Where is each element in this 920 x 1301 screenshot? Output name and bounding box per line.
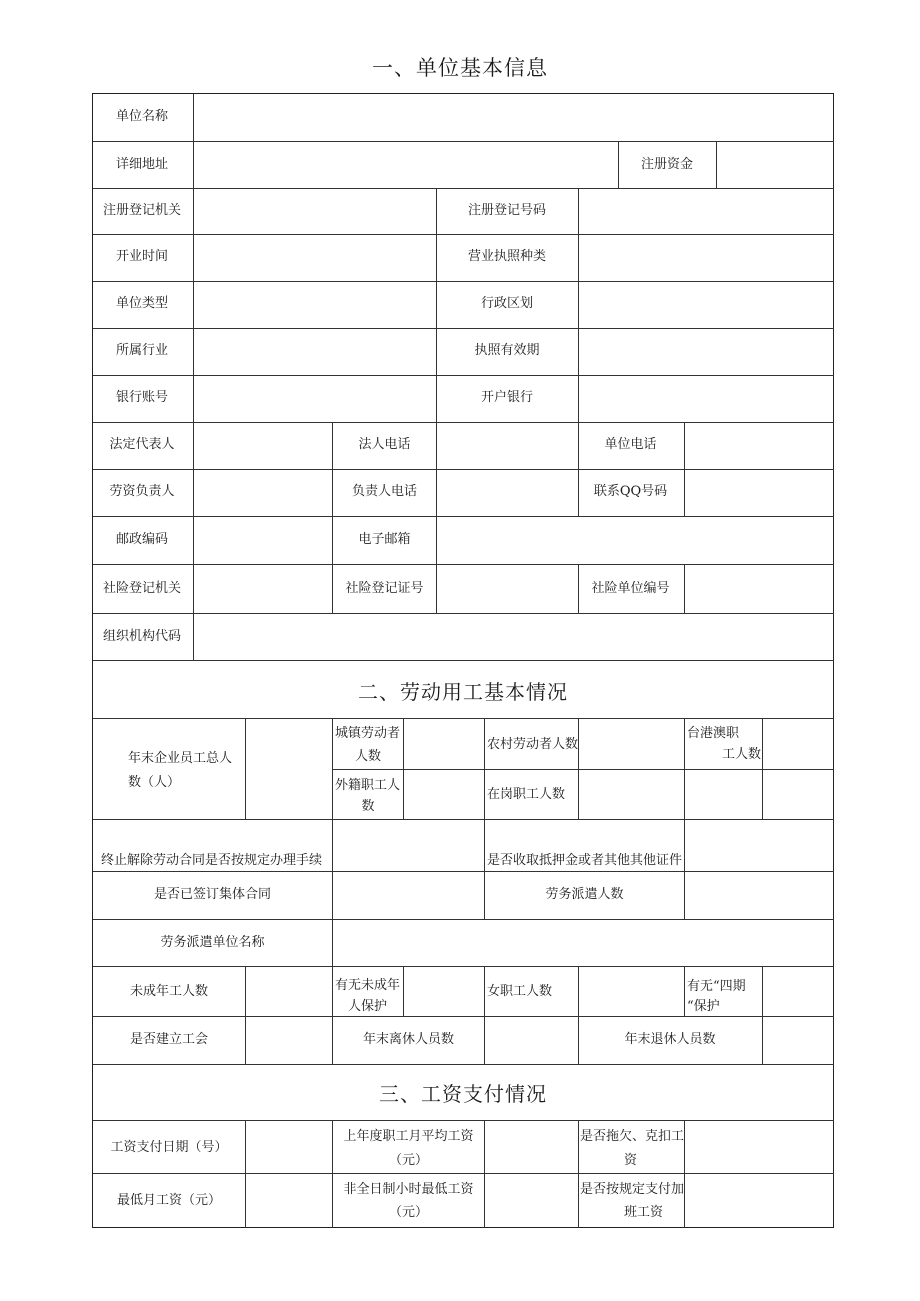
label-hourly-1: 非全日制小时最低工资 (343, 1182, 474, 1197)
resigned-field[interactable] (485, 1017, 577, 1063)
label-si-unit-no: 社险单位编号 (591, 581, 670, 596)
label-labor-manager: 劳资负责人 (109, 484, 175, 499)
label-address: 详细地址 (115, 157, 168, 172)
label-unit-type: 单位类型 (115, 296, 168, 311)
industry-field[interactable] (194, 329, 436, 374)
avg-wage-field[interactable] (485, 1121, 577, 1172)
label-minor-protect-2: 人保护 (348, 999, 388, 1014)
legal-rep-field[interactable] (194, 423, 332, 468)
label-hkmt-1: 台港澳职 (687, 726, 740, 741)
label-bank-account: 银行账号 (115, 390, 168, 405)
unit-name-field[interactable] (194, 95, 833, 139)
license-type-field[interactable] (579, 235, 833, 279)
dispatch-unit-field[interactable] (333, 920, 833, 965)
urban-field[interactable] (404, 719, 484, 768)
label-admin-division: 行政区划 (480, 296, 533, 311)
si-authority-field[interactable] (194, 565, 332, 612)
label-unit-name: 单位名称 (115, 109, 168, 124)
label-hourly-2: （元） (388, 1205, 428, 1220)
label-collective: 是否已签订集体合同 (153, 887, 271, 902)
si-unit-no-field[interactable] (685, 565, 833, 612)
label-industry: 所属行业 (115, 343, 168, 358)
label-retired: 年末退休人员数 (624, 1032, 716, 1047)
label-overtime-1: 是否按规定支付加 (580, 1182, 685, 1197)
page-title: 一、单位基本信息 (372, 56, 548, 80)
section3-heading: 三、工资支付情况 (379, 1082, 547, 1106)
email-field[interactable] (437, 517, 833, 563)
label-reg-authority: 注册登记机关 (102, 203, 181, 218)
label-open-date: 开业时间 (115, 249, 168, 264)
unit-type-field[interactable] (194, 282, 436, 327)
four-period-field[interactable] (763, 967, 833, 1015)
min-wage-field[interactable] (246, 1174, 332, 1226)
label-termination: 终止解除劳动合同是否按规定办理手续 (101, 853, 323, 868)
foreign-field[interactable] (404, 770, 484, 818)
onpost-field[interactable] (579, 770, 684, 818)
label-postcode: 邮政编码 (115, 532, 168, 547)
label-total-staff-2: 数（人） (128, 775, 181, 790)
address-field[interactable] (194, 142, 618, 186)
unit-phone-field[interactable] (685, 423, 833, 468)
grid-vline (578, 1120, 579, 1228)
label-minor-protect-1: 有无未成年 (335, 978, 401, 993)
label-license-type: 营业执照种类 (467, 249, 546, 264)
label-bank: 开户银行 (480, 390, 533, 405)
label-si-cert-no: 社险登记证号 (345, 581, 424, 596)
reg-number-field[interactable] (579, 189, 833, 233)
qq-field[interactable] (685, 470, 833, 515)
labor-manager-field[interactable] (194, 470, 332, 515)
label-legal-rep: 法定代表人 (109, 437, 175, 452)
label-urban-2: 人数 (354, 749, 381, 764)
section2-heading: 二、劳动用工基本情况 (358, 680, 568, 704)
reg-capital-field[interactable] (717, 142, 833, 186)
label-four-period-1: 有无“四期 (687, 979, 746, 994)
label-union: 是否建立工会 (129, 1032, 208, 1047)
grid-vline (332, 966, 333, 1016)
label-four-period-2: “保护 (687, 999, 720, 1014)
retired-field[interactable] (763, 1017, 833, 1063)
arrears-field[interactable] (685, 1121, 833, 1172)
label-deposit: 是否收取抵押金或者其他其他证件 (487, 853, 683, 868)
license-validity-field[interactable] (579, 329, 833, 374)
grid-vline (484, 819, 485, 871)
label-arrears-2: 资 (624, 1153, 638, 1168)
label-urban-1: 城镇劳动者 (335, 726, 401, 741)
legal-phone-field[interactable] (437, 423, 577, 468)
minors-field[interactable] (246, 967, 332, 1015)
label-foreign-1: 外籍职工人 (335, 778, 401, 793)
label-onpost: 在岗职工人数 (487, 787, 566, 802)
label-reg-number: 注册登记号码 (467, 203, 546, 218)
label-avg-wage-2: （元） (388, 1153, 428, 1168)
minor-protect-field[interactable] (404, 967, 484, 1015)
label-manager-phone: 负责人电话 (351, 484, 417, 499)
label-foreign-2: 数 (361, 799, 375, 814)
label-dispatch-unit: 劳务派遣单位名称 (160, 935, 265, 950)
label-overtime-2: 班工资 (624, 1205, 664, 1220)
deposit-field[interactable] (685, 820, 833, 870)
label-dispatch-count: 劳务派遣人数 (545, 887, 624, 902)
label-hkmt-2: 工人数 (722, 747, 762, 762)
label-si-authority: 社险登记机关 (102, 581, 181, 596)
rural-field[interactable] (579, 719, 684, 768)
hkmt-field[interactable] (763, 719, 833, 768)
label-license-validity: 执照有效期 (474, 343, 540, 358)
label-avg-wage-1: 上年度职工月平均工资 (343, 1129, 474, 1144)
dispatch-count-field[interactable] (685, 872, 833, 918)
admin-division-field[interactable] (579, 282, 833, 327)
bank-account-field[interactable] (194, 376, 436, 421)
grid-vline (484, 718, 485, 819)
union-field[interactable] (246, 1017, 332, 1063)
label-resigned: 年末离休人员数 (362, 1032, 454, 1047)
grid-vline (684, 966, 685, 1016)
total-staff-field[interactable] (246, 719, 332, 818)
grid-hline (93, 1064, 834, 1065)
label-reg-capital: 注册资金 (640, 157, 693, 172)
label-qq: 联系QQ号码 (593, 484, 668, 499)
female-field[interactable] (579, 967, 684, 1015)
reg-authority-field[interactable] (194, 189, 436, 233)
label-legal-phone: 法人电话 (358, 437, 411, 452)
grid-hline (93, 1016, 834, 1017)
label-unit-phone: 单位电话 (604, 437, 657, 452)
si-cert-no-field[interactable] (437, 565, 577, 612)
termination-field[interactable] (333, 820, 484, 870)
label-rural: 农村劳动者人数 (487, 737, 579, 752)
open-date-field[interactable] (194, 235, 436, 279)
postcode-field[interactable] (194, 517, 332, 563)
label-org-code: 组织机构代码 (102, 629, 181, 644)
label-minors: 未成年工人数 (129, 984, 208, 999)
label-pay-date: 工资支付日期（号） (110, 1140, 228, 1155)
org-code-field[interactable] (194, 614, 833, 659)
bank-field[interactable] (579, 376, 833, 421)
label-female: 女职工人数 (487, 984, 553, 999)
grid-hline (93, 660, 834, 661)
label-total-staff-1: 年末企业员工总人 (128, 751, 233, 766)
grid-vline (484, 966, 485, 1016)
label-min-wage: 最低月工资（元） (116, 1193, 221, 1208)
grid-vline (684, 718, 685, 819)
hourly-field[interactable] (485, 1174, 577, 1226)
collective-field[interactable] (333, 872, 484, 918)
manager-phone-field[interactable] (437, 470, 577, 515)
pay-date-field[interactable] (246, 1121, 332, 1172)
label-arrears-1: 是否拖欠、克扣工 (580, 1129, 685, 1144)
label-email: 电子邮箱 (358, 532, 411, 547)
overtime-field[interactable] (685, 1174, 833, 1226)
